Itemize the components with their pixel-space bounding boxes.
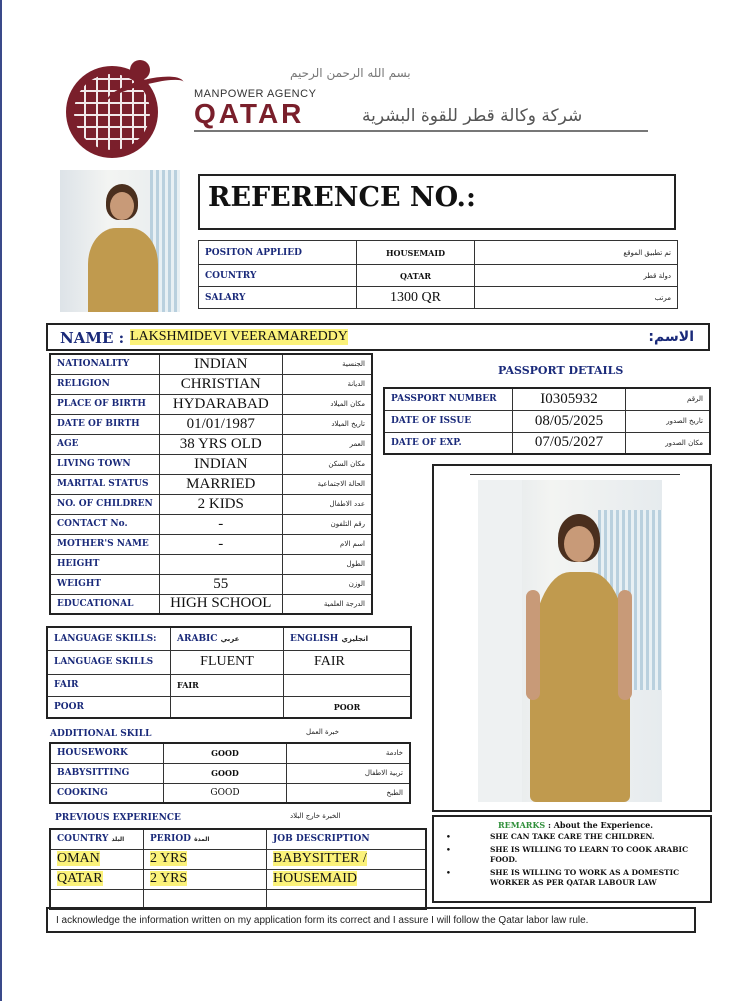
remarks-box: [432, 815, 712, 903]
row-arabic-label: اسم الام: [282, 534, 372, 554]
row-value: MARRIED: [159, 474, 282, 494]
additional-skill-arabic: خبرة العمل: [306, 728, 339, 736]
exp-row-country: QATAR: [50, 869, 144, 889]
exp-row-job: HOUSEMAID: [267, 869, 427, 889]
agency-title: QATAR: [194, 98, 305, 129]
row-label: HEIGHT: [50, 554, 159, 574]
table-row: [384, 388, 710, 410]
salary-label: SALARY: [199, 287, 357, 309]
table-row: [50, 743, 410, 763]
bullet-icon: •: [446, 832, 451, 841]
row-value: -: [159, 534, 282, 554]
row-label: NO. OF CHILDREN: [50, 494, 159, 514]
header-divider: [194, 130, 648, 132]
name-label: NAME :: [60, 329, 125, 347]
row-label: WEIGHT: [50, 574, 159, 594]
table-row: [50, 494, 372, 514]
row-label: EDUCATIONAL: [50, 594, 159, 614]
salary-value: 1300 QR: [357, 287, 475, 309]
agency-subtitle: MANPOWER AGENCY: [194, 88, 317, 100]
table-row: [50, 434, 372, 454]
row-label: PASSPORT NUMBER: [384, 388, 513, 410]
position-arabic: تم تطبيق الموقع: [475, 241, 678, 265]
exp-period-header: PERIOD المدة: [144, 829, 267, 849]
table-row: [50, 394, 372, 414]
language-table: [46, 626, 412, 719]
personal-table: [49, 353, 373, 615]
row-label: DATE OF BIRTH: [50, 414, 159, 434]
row-label: MOTHER'S NAME: [50, 534, 159, 554]
applicant-photo-large: [478, 480, 662, 802]
row-arabic-label: الرقم: [626, 388, 711, 410]
poor-row-label: POOR: [47, 696, 171, 718]
table-row: [384, 410, 710, 432]
row-arabic-label: الديانة: [282, 374, 372, 394]
table-row: [50, 574, 372, 594]
row-label: MARITAL STATUS: [50, 474, 159, 494]
row-arabic-label: تاريخ الميلاد: [282, 414, 372, 434]
row-label: HOUSEWORK: [50, 743, 164, 763]
page-left-border: [0, 0, 2, 1001]
additional-skill-table: [49, 742, 411, 804]
experience-table: [49, 828, 427, 910]
row-value: I0305932: [513, 388, 626, 410]
remark-item: • SHE CAN TAKE CARE THE CHILDREN.: [446, 832, 655, 841]
arabic-header: ARABIC عربي: [171, 627, 284, 650]
position-label: POSITON APPLIED: [199, 241, 357, 265]
arabic-level: FLUENT: [171, 650, 284, 674]
table-row: [50, 414, 372, 434]
row-arabic-label: عدد الاطفال: [282, 494, 372, 514]
row-label: COOKING: [50, 783, 164, 803]
table-row: [50, 514, 372, 534]
row-arabic-label: الطول: [282, 554, 372, 574]
row-arabic-label: الحالة الاجتماعية: [282, 474, 372, 494]
row-arabic-label: مكان الصدور: [626, 432, 711, 454]
name-value: LAKSHMIDEVI VEERAMAREDDY: [130, 329, 348, 344]
applicant-photo-small: [60, 170, 180, 312]
country-value: QATAR: [357, 265, 475, 287]
previous-experience-title: PREVIOUS EXPERIENCE: [55, 813, 181, 823]
row-value: 2 KIDS: [159, 494, 282, 514]
row-arabic-label: الطبخ: [287, 783, 411, 803]
name-bar: [46, 323, 710, 351]
row-value: [159, 554, 282, 574]
fair-row-english: [284, 674, 412, 696]
exp-row-country: OMAN: [50, 849, 144, 869]
exp-job-header: JOB DESCRIPTION: [267, 829, 427, 849]
remark-item: • SHE IS WILLING TO LEARN TO COOK ARABIC FOOD.: [446, 845, 689, 864]
additional-skill-title: ADDITIONAL SKILL: [50, 729, 152, 739]
exp-row-period: 2 YRS: [144, 869, 267, 889]
table-row: [50, 374, 372, 394]
row-label: PLACE OF BIRTH: [50, 394, 159, 414]
table-row: [50, 354, 372, 374]
remarks-subtitle: : About the Experience.: [547, 820, 653, 830]
basmala-calligraphy: بسم الله الرحمن الرحيم: [290, 66, 411, 80]
row-arabic-label: رقم التلفون: [282, 514, 372, 534]
bullet-icon: •: [446, 868, 451, 877]
acknowledgement-text: I acknowledge the information written on my application form its correct and I assure I will follow the Qatar labor law rule.: [56, 915, 589, 926]
row-value: GOOD: [164, 783, 287, 803]
row-value: -: [159, 514, 282, 534]
language-skills-row-label: LANGUAGE SKILLS: [47, 650, 171, 674]
row-value: 08/05/2025: [513, 410, 626, 432]
reference-box: [198, 174, 676, 230]
reference-label: REFERENCE NO.:: [208, 182, 476, 213]
bullet-icon: •: [446, 845, 451, 854]
row-label: CONTACT No.: [50, 514, 159, 534]
row-label: AGE: [50, 434, 159, 454]
row-label: NATIONALITY: [50, 354, 159, 374]
row-value: 55: [159, 574, 282, 594]
passport-table: [383, 387, 711, 455]
fair-row-arabic: FAIR: [171, 674, 284, 696]
table-row: [50, 554, 372, 574]
row-arabic-label: خادمة: [287, 743, 411, 763]
acknowledgement-box: [46, 907, 696, 933]
english-header: ENGLISH انجليزي: [284, 627, 412, 650]
poor-row-arabic: [171, 696, 284, 718]
row-label: DATE OF ISSUE: [384, 410, 513, 432]
row-value: 38 YRS OLD: [159, 434, 282, 454]
previous-experience-arabic: الخبرة خارج البلاد: [290, 812, 341, 820]
row-arabic-label: الوزن: [282, 574, 372, 594]
row-value: GOOD: [164, 763, 287, 783]
row-arabic-label: الدرجة العلمية: [282, 594, 372, 614]
agency-arabic-name: شركة وكالة قطر للقوة البشرية: [362, 106, 583, 126]
row-label: DATE OF EXP.: [384, 432, 513, 454]
row-value: HYDARABAD: [159, 394, 282, 414]
fair-row-label: FAIR: [47, 674, 171, 696]
passport-title: PASSPORT DETAILS: [498, 364, 624, 377]
row-value: 07/05/2027: [513, 432, 626, 454]
row-label: BABYSITTING: [50, 763, 164, 783]
english-level: FAIR: [284, 650, 412, 674]
table-row: [50, 763, 410, 783]
row-arabic-label: مكان الميلاد: [282, 394, 372, 414]
name-arabic: الاسم:: [648, 329, 694, 345]
row-value: INDIAN: [159, 354, 282, 374]
job-table: [198, 240, 678, 309]
table-row: [384, 432, 710, 454]
row-value: HIGH SCHOOL: [159, 594, 282, 614]
language-header-label: LANGUAGE SKILLS:: [47, 627, 171, 650]
exp-row-job: BABYSITTER /: [267, 849, 427, 869]
table-row: [50, 783, 410, 803]
row-value: 01/01/1987: [159, 414, 282, 434]
table-row: [50, 454, 372, 474]
remarks-title: REMARKS: [498, 820, 546, 830]
country-arabic: دولة قطر: [475, 265, 678, 287]
table-row: [50, 534, 372, 554]
exp-country-header: COUNTRY البلد: [50, 829, 144, 849]
position-value: HOUSEMAID: [357, 241, 475, 265]
table-row: [50, 594, 372, 614]
row-arabic-label: تاريخ الصدور: [626, 410, 711, 432]
poor-row-english: POOR: [284, 696, 412, 718]
row-label: RELIGION: [50, 374, 159, 394]
row-arabic-label: تربية الاطفال: [287, 763, 411, 783]
table-row: [50, 474, 372, 494]
applicant-photo-frame: [432, 464, 712, 812]
row-arabic-label: مكان السكن: [282, 454, 372, 474]
salary-arabic: مرتب: [475, 287, 678, 309]
row-label: LIVING TOWN: [50, 454, 159, 474]
row-arabic-label: الجنسية: [282, 354, 372, 374]
exp-row-period: 2 YRS: [144, 849, 267, 869]
row-value: INDIAN: [159, 454, 282, 474]
remark-item: • SHE IS WILLING TO WORK AS A DOMESTIC WORKER AS PER QATAR LABOUR LAW: [446, 868, 680, 887]
row-value: GOOD: [164, 743, 287, 763]
country-label: COUNTRY: [199, 265, 357, 287]
row-value: CHRISTIAN: [159, 374, 282, 394]
row-arabic-label: العمر: [282, 434, 372, 454]
